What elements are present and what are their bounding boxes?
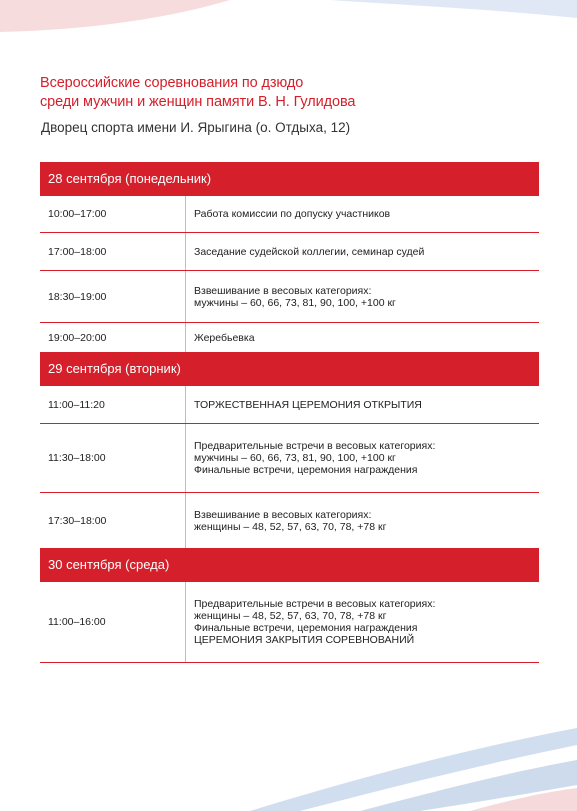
schedule-row (40, 582, 539, 663)
description-line: Взвешивание в весовых категориях: (194, 284, 372, 297)
row-time: 11:00–16:00 (40, 582, 186, 662)
description-line: мужчины – 60, 66, 73, 81, 90, 100, +100 кг (194, 452, 396, 464)
row-description (186, 424, 539, 492)
description-line: Финальные встречи, церемония награждения (194, 622, 418, 634)
row-description (186, 386, 539, 423)
description-line: мужчины – 60, 66, 73, 81, 90, 100, +100 кг (194, 296, 396, 309)
row-time: 17:30–18:00 (40, 493, 186, 548)
row-description (186, 323, 539, 352)
schedule-row (40, 424, 539, 493)
row-description (186, 233, 539, 270)
title-line: Всероссийские соревнования по дзюдо (40, 75, 304, 91)
page-title (40, 74, 539, 112)
description-line: Взвешивание в весовых категориях: (194, 508, 372, 521)
description-line: женщины – 48, 52, 57, 63, 70, 78, +78 кг (194, 520, 387, 533)
description-line: Финальные встречи, церемония награждения (194, 464, 418, 476)
row-description (186, 271, 539, 322)
row-time: 11:30–18:00 (40, 424, 186, 492)
schedule-row (40, 233, 539, 271)
venue-subtitle: Дворец спорта имени И. Ярыгина (о. Отдыха, 12) (41, 120, 351, 135)
row-time: 11:00–11:20 (40, 386, 186, 423)
day-header: 30 сентября (среда) (40, 548, 539, 582)
row-description (186, 582, 539, 662)
row-description (186, 196, 539, 232)
schedule-row (40, 323, 539, 352)
title-line: среди мужчин и женщин памяти В. Н. Гулидова (40, 94, 356, 110)
description-line: Работа комиссии по допуску участников (194, 208, 391, 220)
description-line: Заседание судейской коллегии, семинар судей (194, 245, 425, 258)
schedule-row (40, 196, 539, 233)
schedule-row (40, 271, 539, 323)
row-time: 18:30–19:00 (40, 271, 186, 322)
row-time: 10:00–17:00 (40, 196, 186, 232)
description-line: Предварительные встречи в весовых категориях: (194, 440, 436, 452)
row-time: 17:00–18:00 (40, 233, 186, 270)
description-line: ЦЕРЕМОНИЯ ЗАКРЫТИЯ СОРЕВНОВАНИЙ (194, 634, 415, 646)
description-line: женщины – 48, 52, 57, 63, 70, 78, +78 кг (194, 610, 387, 622)
schedule-row (40, 493, 539, 548)
row-description (186, 493, 539, 548)
day-header: 28 сентября (понедельник) (40, 162, 539, 196)
schedule-table (40, 162, 539, 663)
day-header: 29 сентября (вторник) (40, 352, 539, 386)
description-line: Жеребьевка (194, 331, 255, 344)
description-line: ТОРЖЕСТВЕННАЯ ЦЕРЕМОНИЯ ОТКРЫТИЯ (194, 398, 422, 411)
row-time: 19:00–20:00 (40, 323, 186, 352)
schedule-row (40, 386, 539, 424)
description-line: Предварительные встречи в весовых категориях: (194, 598, 436, 610)
